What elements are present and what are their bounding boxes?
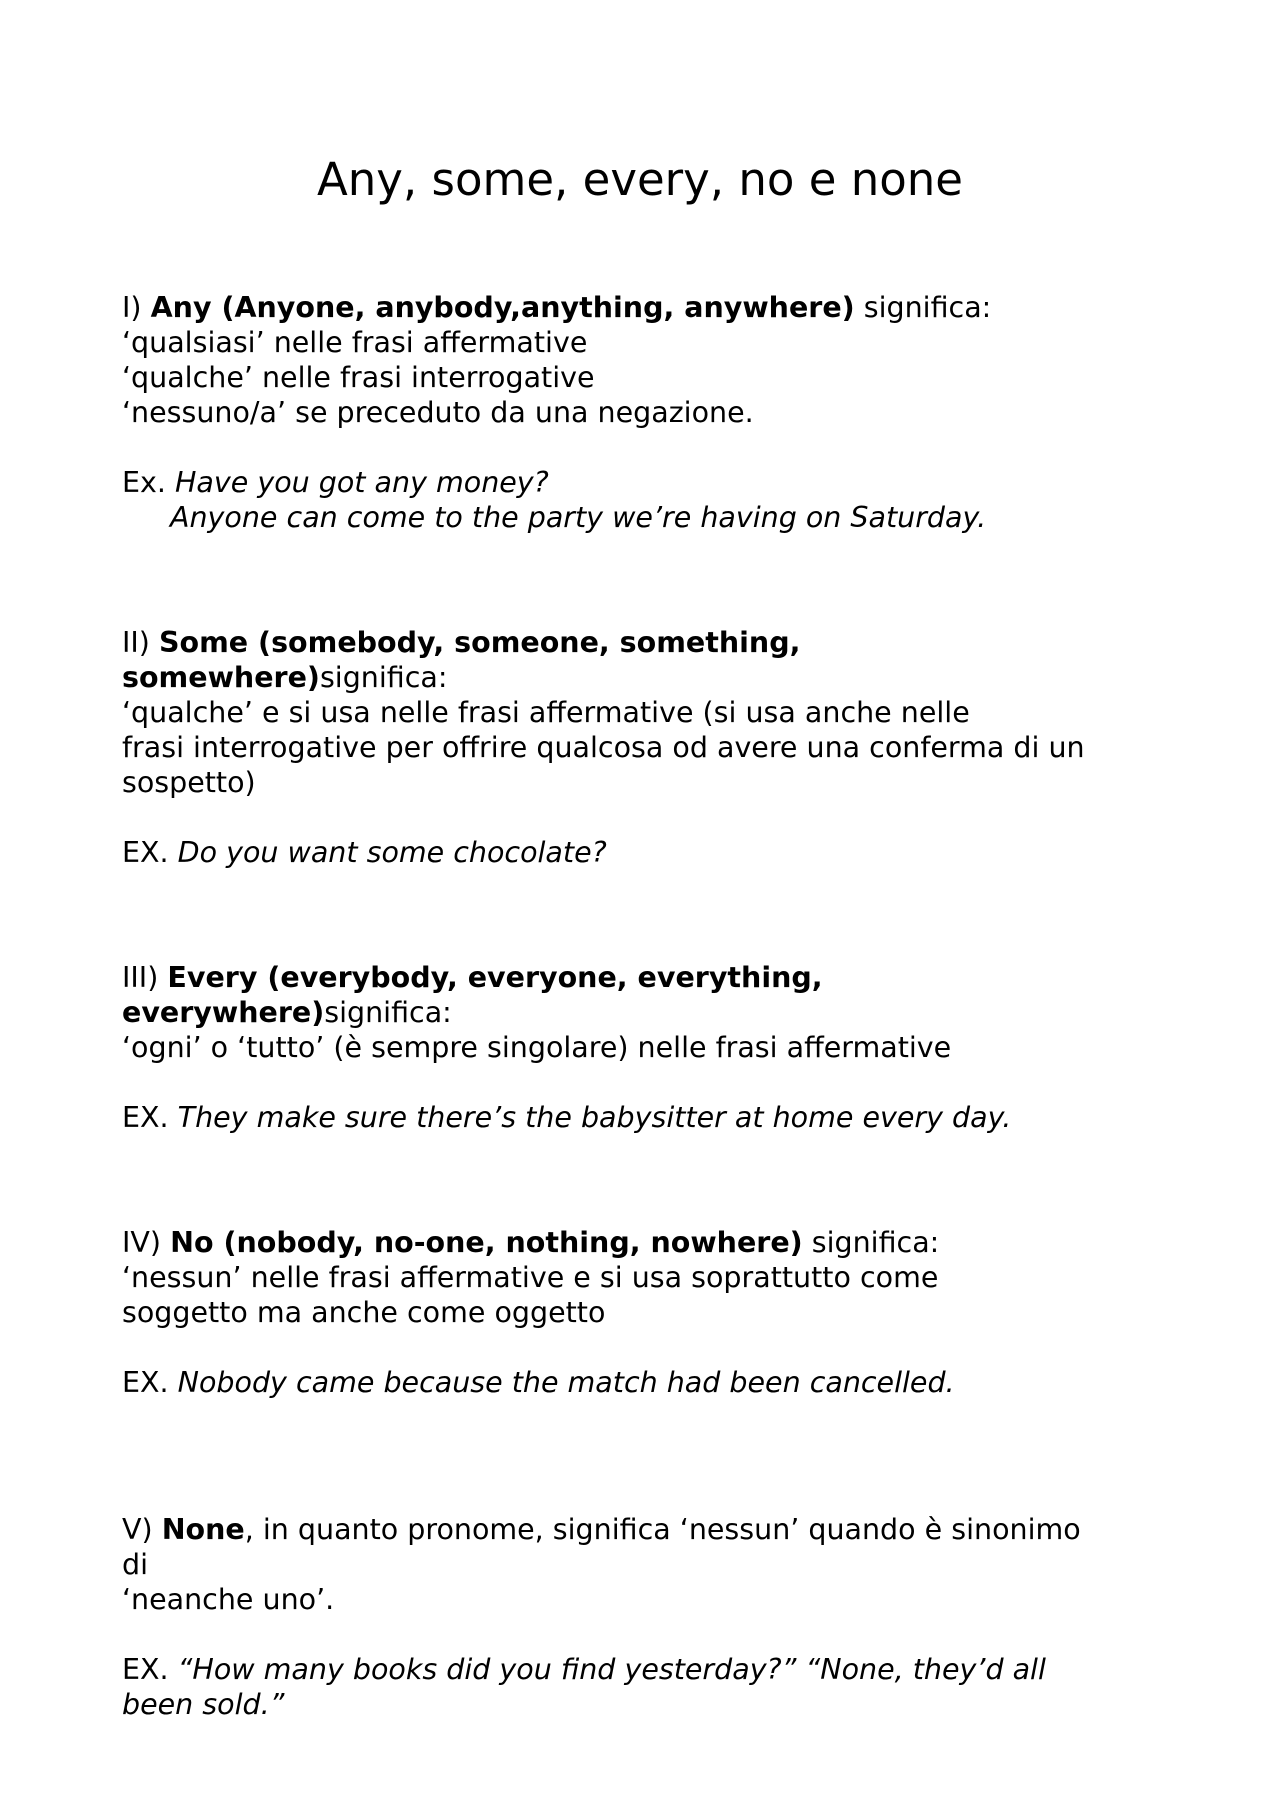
section-any bbox=[122, 290, 1162, 535]
section-some-meaning-3: sospetto) bbox=[122, 766, 256, 799]
section-every-heading-2 bbox=[122, 995, 1162, 1030]
section-some-heading-1 bbox=[122, 625, 1162, 660]
section-none-ex-label: EX. bbox=[122, 1653, 178, 1686]
section-none-continuation-1: di bbox=[122, 1548, 149, 1581]
section-every-after-term: significa: bbox=[324, 996, 452, 1029]
section-any-heading bbox=[122, 290, 1162, 325]
section-no-meaning-2: soggetto ma anche come oggetto bbox=[122, 1296, 606, 1329]
section-some-ex-label: EX. bbox=[122, 836, 178, 869]
section-none-numeral: V) bbox=[122, 1513, 162, 1546]
section-no-example bbox=[122, 1365, 1162, 1400]
section-some-after-term: significa: bbox=[319, 661, 448, 694]
page-title: Any, some, every, no e none bbox=[317, 153, 963, 206]
section-no-after-term: significa: bbox=[802, 1226, 940, 1259]
section-some-example bbox=[122, 835, 1162, 870]
section-any-example-1-text: Have you got any money? bbox=[175, 466, 549, 499]
section-no-meaning-1: ‘nessun’ nelle frasi affermative e si usa soprattutto come bbox=[122, 1261, 939, 1294]
section-no-example-text: Nobody came because the match had been cancelled. bbox=[177, 1366, 955, 1399]
section-none-example-1 bbox=[122, 1652, 1162, 1687]
section-every-heading-1 bbox=[122, 960, 1162, 995]
section-every-example bbox=[122, 1100, 1162, 1135]
section-some-term-2: somewhere) bbox=[122, 661, 320, 694]
section-some-heading-2 bbox=[122, 660, 1162, 695]
section-every-term-1: Every (everybody, everyone, everything, bbox=[167, 961, 823, 994]
document-body bbox=[122, 290, 1162, 1722]
section-every-example-text: They make sure there’s the babysitter at home every day. bbox=[177, 1101, 1012, 1134]
section-none-example-2-text: been sold.” bbox=[122, 1688, 285, 1721]
section-none-heading bbox=[122, 1512, 1162, 1547]
section-every bbox=[122, 960, 1162, 1135]
section-some bbox=[122, 625, 1162, 870]
section-any-after-term: significa: bbox=[854, 291, 992, 324]
section-none-after-term: , in quanto pronome, significa ‘nessun’ quando è sinonimo bbox=[244, 1513, 1081, 1546]
section-any-meaning-3: ‘nessuno/a’ se preceduto da una negazione. bbox=[122, 396, 754, 429]
section-some-meaning-2: frasi interrogative per offrire qualcosa od avere una conferma di un bbox=[122, 731, 1085, 764]
section-any-term: Any (Anyone, anybody,anything, anywhere) bbox=[150, 291, 855, 324]
section-any-example-2 bbox=[122, 500, 1162, 535]
section-any-example-2-text: Anyone can come to the party we’re having on Saturday. bbox=[170, 501, 987, 534]
section-none-example-1-text: “How many books did you find yesterday?” “None, they’d all bbox=[177, 1653, 1046, 1686]
section-no-term: No (nobody, no-one, nothing, nowhere) bbox=[170, 1226, 803, 1259]
section-some-example-text: Do you want some chocolate? bbox=[177, 836, 607, 869]
section-any-meaning-1: ‘qualsiasi’ nelle frasi affermative bbox=[122, 326, 588, 359]
section-no bbox=[122, 1225, 1162, 1400]
section-any-ex-label: Ex. bbox=[122, 466, 175, 499]
section-every-meaning: ‘ogni’ o ‘tutto’ (è sempre singolare) nelle frasi affermative bbox=[122, 1031, 952, 1064]
section-no-ex-label: EX. bbox=[122, 1366, 178, 1399]
section-every-term-2: everywhere) bbox=[122, 996, 325, 1029]
section-every-ex-label: EX. bbox=[122, 1101, 178, 1134]
section-some-numeral: II) bbox=[122, 626, 159, 659]
section-any-numeral: I) bbox=[122, 291, 151, 324]
section-every-numeral: III) bbox=[122, 961, 168, 994]
section-any-example-1 bbox=[122, 465, 1162, 500]
section-no-heading bbox=[122, 1225, 1162, 1260]
section-some-term-1: Some (somebody, someone, something, bbox=[159, 626, 801, 659]
section-some-meaning-1: ‘qualche’ e si usa nelle frasi affermative (si usa anche nelle bbox=[122, 696, 970, 729]
section-none-example-2 bbox=[122, 1687, 1162, 1722]
section-none-continuation-2: ‘neanche uno’. bbox=[122, 1583, 335, 1616]
section-any-meaning-2: ‘qualche’ nelle frasi interrogative bbox=[122, 361, 595, 394]
section-none bbox=[122, 1512, 1162, 1722]
section-none-term: None bbox=[161, 1513, 245, 1546]
section-no-numeral: IV) bbox=[122, 1226, 171, 1259]
